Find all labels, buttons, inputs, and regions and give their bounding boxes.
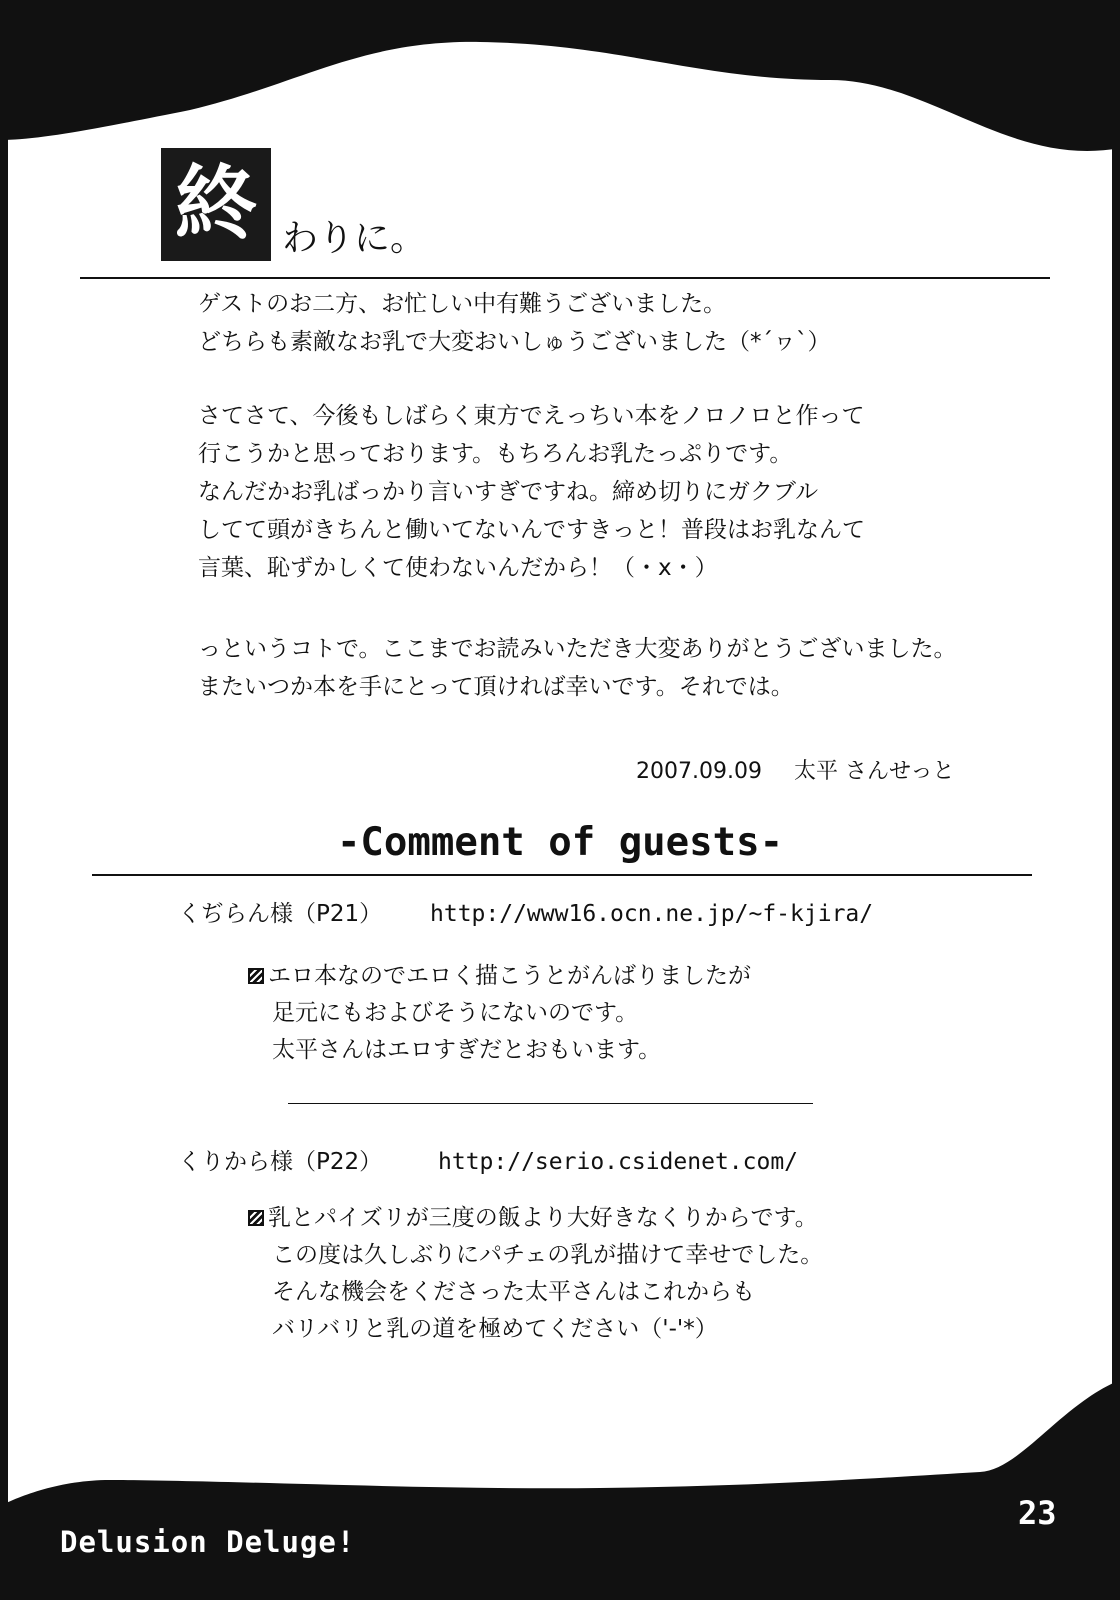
heading-rule [80, 277, 1050, 279]
guest-1-name: くぢらん様（P21） [178, 901, 383, 927]
comment-line-1: 乳とパイズリが三度の飯より大好きなくりからです。 [248, 1200, 823, 1237]
comment-line-4: バリバリと乳の道を極めてください（'-'*） [272, 1316, 718, 1342]
comment-line-3: そんな機会をくださった太平さんはこれからも [272, 1279, 755, 1305]
guest-divider [288, 1103, 813, 1104]
heading-rest: わりに。 [282, 218, 427, 259]
guest-2-url: http://serio.csidenet.com/ [438, 1149, 799, 1175]
text-line: なんだかお乳ばっかり言いすぎですね。締め切りにガクブル [198, 479, 819, 505]
hatched-square-icon [248, 968, 264, 984]
guest-2-name: くりから様（P22） [178, 1149, 383, 1175]
heading-kanji: 終 [161, 148, 271, 261]
guest-1-comment [248, 958, 751, 1069]
comment-line-2: この度は久しぶりにパチェの乳が描けて幸せでした。 [272, 1242, 824, 1268]
text-line: っというコトで。ここまでお読みいただき大変ありがとうございました。 [198, 636, 957, 662]
right-border [1112, 0, 1120, 1600]
signature-name: 太平 さんせっと [793, 759, 955, 784]
footer-title: Delusion Deluge! [60, 1525, 356, 1559]
signature-date: 2007.09.09 [636, 759, 762, 784]
text-line: またいつか本を手にとって頂ければ幸いです。それでは。 [198, 674, 794, 700]
left-border [0, 0, 8, 1600]
afterword-paragraph-2 [198, 397, 865, 587]
hatched-square-icon [248, 1210, 264, 1226]
text-line: ゲストのお二方、お忙しい中有難うございました。 [198, 291, 727, 317]
afterword-paragraph-1 [198, 285, 831, 361]
signature [636, 757, 955, 787]
guests-rule [92, 874, 1032, 876]
text-line: 行こうかと思っております。もちろんお乳たっぷりです。 [198, 441, 793, 467]
comment-line-2: 足元にもおよびそうにないのです。 [272, 1000, 639, 1026]
guest-1-url: http://www16.ocn.ne.jp/~f-kjira/ [430, 901, 874, 927]
comment-line-1: エロ本なのでエロく描こうとがんばりましたが [248, 958, 751, 995]
text-line: してて頭がきちんと働いてないんですきっと！普段はお乳なんて [198, 517, 865, 543]
guests-title: -Comment of guests- [336, 820, 784, 865]
text-line: さてさて、今後もしばらく東方でえっちい本をノロノロと作って [198, 403, 865, 429]
text-line: 言葉、恥ずかしくて使わないんだから！（・x・） [198, 555, 718, 581]
bottom-wave-band [0, 1380, 1120, 1600]
comment-line-3: 太平さんはエロすぎだとおもいます。 [272, 1037, 662, 1063]
text-line: どちらも素敵なお乳で大変おいしゅうございました（*´ヮ`） [198, 329, 831, 355]
top-wave-band [0, 0, 1120, 151]
page-number: 23 [1018, 1494, 1057, 1532]
guest-2-comment [248, 1200, 823, 1348]
afterword-paragraph-3 [198, 630, 957, 706]
